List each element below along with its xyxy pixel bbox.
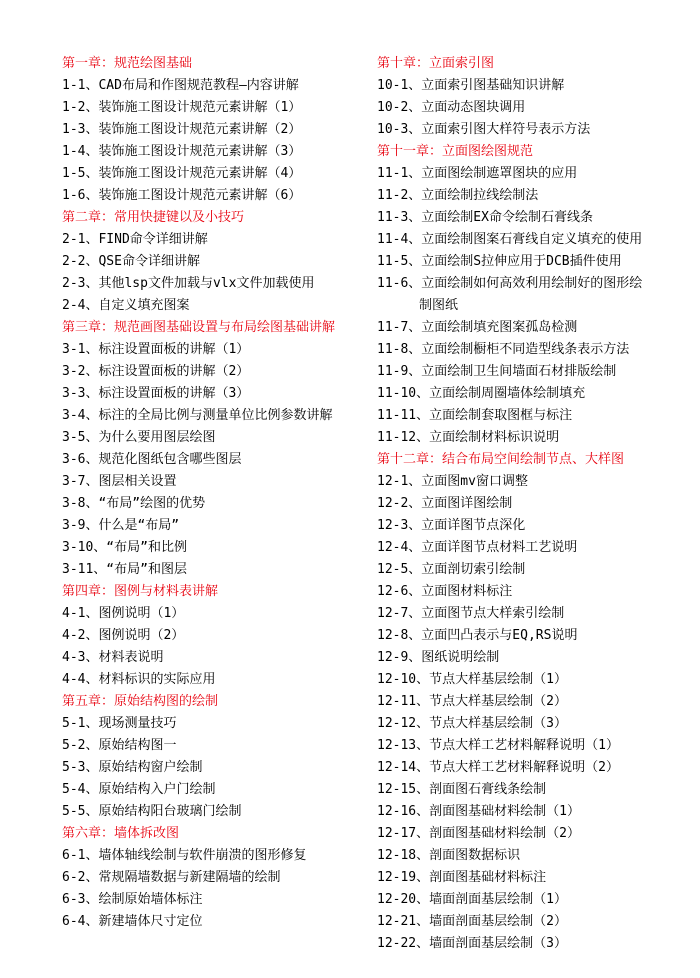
toc-item: 11-11、立面绘制套取图框与标注: [377, 408, 573, 423]
chapter-heading-1: 第一章：规范绘图基础: [62, 56, 193, 71]
toc-item: 11-12、立面绘制材料标识说明: [377, 430, 560, 445]
toc-item: 5-5、原始结构阳台玻璃门绘制: [62, 804, 242, 819]
chapter-heading-6: 第六章：墙体拆改图: [62, 826, 180, 841]
toc-item: 12-9、图纸说明绘制: [377, 650, 500, 665]
toc-item: 12-7、立面图节点大样索引绘制: [377, 606, 565, 621]
toc-item: 4-3、材料表说明: [62, 650, 164, 665]
toc-item: 12-15、剖面图石膏线条绘制: [377, 782, 547, 797]
toc-item: 3-6、规范化图纸包含哪些图层: [62, 452, 242, 467]
toc-item: 3-7、图层相关设置: [62, 474, 177, 489]
chapter-heading-5: 第五章：原始结构图的绘制: [62, 694, 219, 709]
toc-item: 4-4、材料标识的实际应用: [62, 672, 216, 687]
toc-item: 12-11、节点大样基层绘制（2）: [377, 694, 567, 709]
toc-item: 1-6、装饰施工图设计规范元素讲解（6）: [62, 188, 302, 203]
chapter-heading-4: 第四章：图例与材料表讲解: [62, 584, 219, 599]
toc-item: 11-7、立面绘制填充图案孤岛检测: [377, 320, 578, 335]
toc-item: 3-1、标注设置面板的讲解（1）: [62, 342, 250, 357]
chapter-heading-2: 第二章：常用快捷键以及小技巧: [62, 210, 245, 225]
toc-item: 2-3、其他lsp文件加载与vlx文件加载使用: [62, 276, 315, 291]
toc-item: 1-3、装饰施工图设计规范元素讲解（2）: [62, 122, 302, 137]
toc-item: 2-4、自定义填充图案: [62, 298, 190, 313]
toc-item: 12-1、立面图mv窗口调整: [377, 474, 528, 489]
toc-item: 12-12、节点大样基层绘制（3）: [377, 716, 567, 731]
toc-left-column: [62, 53, 344, 933]
toc-item: 1-2、装饰施工图设计规范元素讲解（1）: [62, 100, 302, 115]
toc-item: 12-4、立面详图节点材料工艺说明: [377, 540, 578, 555]
toc-item: 11-4、立面绘制图案石膏线自定义填充的使用: [377, 232, 643, 247]
toc-right-column: [377, 53, 645, 955]
toc-item: 12-8、立面凹凸表示与EQ,RS说明: [377, 628, 578, 643]
toc-item: 4-2、图例说明（2）: [62, 628, 185, 643]
toc-item: 11-6、立面绘制如何高效利用绘制好的图形绘制图纸: [377, 276, 643, 313]
toc-item: 11-3、立面绘制EX命令绘制石膏线条: [377, 210, 593, 225]
toc-item: 3-11、“布局”和图层: [62, 562, 187, 577]
toc-item: 3-3、标注设置面板的讲解（3）: [62, 386, 250, 401]
toc-item: 12-6、立面图材料标注: [377, 584, 513, 599]
toc-item: 5-3、原始结构窗户绘制: [62, 760, 203, 775]
chapter-heading-10: 第十章：立面索引图: [377, 56, 495, 71]
toc-item: 10-2、立面动态图块调用: [377, 100, 526, 115]
chapter-heading-12: 第十二章：结合布局空间绘制节点、大样图: [377, 452, 625, 467]
toc-item: 3-10、“布局”和比例: [62, 540, 187, 555]
toc-item: 11-10、立面绘制周圈墙体绘制填充: [377, 386, 586, 401]
toc-item: 10-1、立面索引图基础知识讲解: [377, 78, 565, 93]
chapter-heading-3: 第三章：规范画图基础设置与布局绘图基础讲解: [62, 320, 336, 335]
toc-item: 12-18、剖面图数据标识: [377, 848, 521, 863]
toc-item: 11-8、立面绘制橱柜不同造型线条表示方法: [377, 342, 630, 357]
toc-item: 12-19、剖面图基础材料标注: [377, 870, 547, 885]
toc-item: 12-2、立面图详图绘制: [377, 496, 513, 511]
toc-item: 5-1、现场测量技巧: [62, 716, 177, 731]
toc-item: 3-8、“布局”绘图的优势: [62, 496, 206, 511]
toc-item: 12-20、墙面剖面基层绘制（1）: [377, 892, 567, 907]
toc-item: 6-4、新建墙体尺寸定位: [62, 914, 203, 929]
toc-item: 1-4、装饰施工图设计规范元素讲解（3）: [62, 144, 302, 159]
toc-item: 12-13、节点大样工艺材料解释说明（1）: [377, 738, 619, 753]
toc-item: 12-10、节点大样基层绘制（1）: [377, 672, 567, 687]
chapter-heading-11: 第十一章：立面图绘图规范: [377, 144, 534, 159]
toc-item: 12-5、立面剖切索引绘制: [377, 562, 526, 577]
toc-item: 1-1、CAD布局和作图规范教程—内容讲解: [62, 78, 299, 93]
toc-item: 3-4、标注的全局比例与测量单位比例参数讲解: [62, 408, 333, 423]
toc-item: 11-2、立面绘制拉线绘制法: [377, 188, 539, 203]
toc-item: 11-1、立面图绘制遮罩图块的应用: [377, 166, 578, 181]
toc-item: 3-9、什么是“布局”: [62, 518, 180, 533]
toc-item: 6-3、绘制原始墙体标注: [62, 892, 203, 907]
toc-item: 11-9、立面绘制卫生间墙面石材排版绘制: [377, 364, 617, 379]
toc-item: 1-5、装饰施工图设计规范元素讲解（4）: [62, 166, 302, 181]
toc-item: 2-1、FIND命令详细讲解: [62, 232, 208, 247]
toc-item: 11-5、立面绘制S拉伸应用于DCB插件使用: [377, 254, 622, 269]
toc-item: 4-1、图例说明（1）: [62, 606, 185, 621]
toc-item: 6-1、墙体轴线绘制与软件崩溃的图形修复: [62, 848, 307, 863]
toc-item: 6-2、常规隔墙数据与新建隔墙的绘制: [62, 870, 281, 885]
toc-item: 12-16、剖面图基础材料绘制（1）: [377, 804, 580, 819]
toc-item: 10-3、立面索引图大样符号表示方法: [377, 122, 591, 137]
toc-item: 12-14、节点大样工艺材料解释说明（2）: [377, 760, 619, 775]
toc-item: 12-21、墙面剖面基层绘制（2）: [377, 914, 567, 929]
toc-item: 2-2、QSE命令详细讲解: [62, 254, 200, 269]
toc-item: 12-22、墙面剖面基层绘制（3）: [377, 936, 567, 951]
toc-item: 12-3、立面详图节点深化: [377, 518, 526, 533]
toc-item: 5-2、原始结构图一: [62, 738, 177, 753]
toc-item: 12-17、剖面图基础材料绘制（2）: [377, 826, 580, 841]
toc-item: 3-2、标注设置面板的讲解（2）: [62, 364, 250, 379]
toc-item: 5-4、原始结构入户门绘制: [62, 782, 216, 797]
toc-item: 3-5、为什么要用图层绘图: [62, 430, 216, 445]
